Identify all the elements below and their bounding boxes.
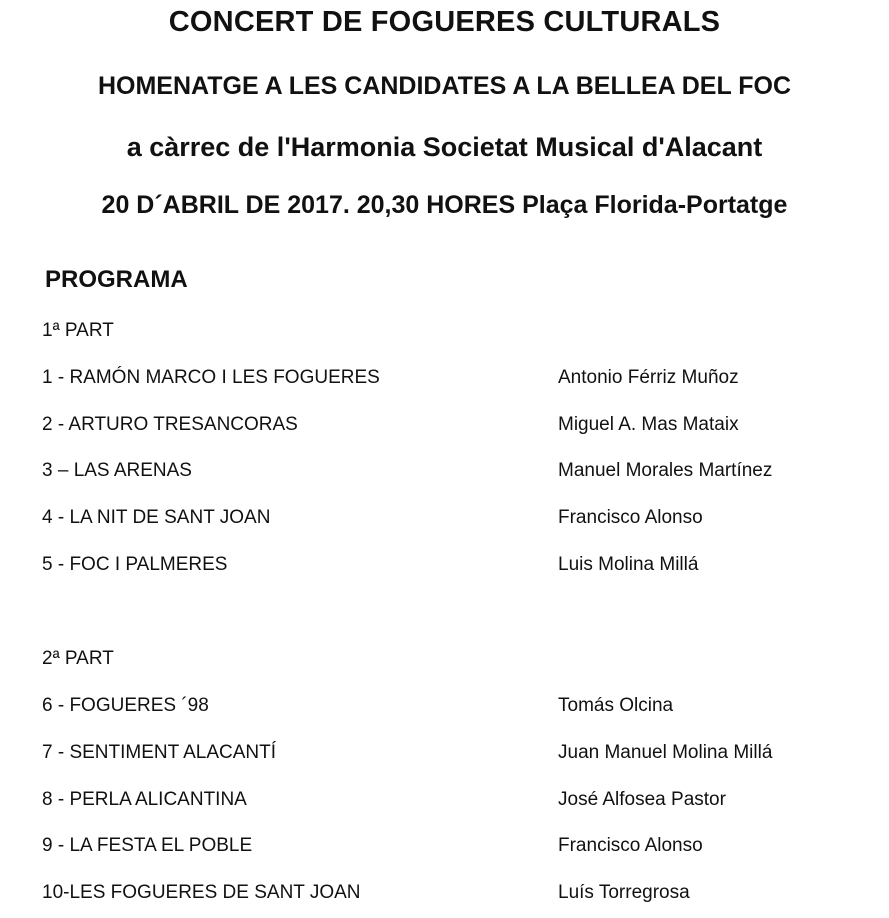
composer-name: Francisco Alonso bbox=[558, 507, 703, 528]
program-row bbox=[0, 882, 889, 908]
piece-title: 6 - FOGUERES ´98 bbox=[42, 695, 209, 716]
composer-name: Francisco Alonso bbox=[558, 835, 703, 856]
composer-name: Antonio Férriz Muñoz bbox=[558, 367, 739, 388]
program-row bbox=[0, 414, 889, 440]
piece-title: 9 - LA FESTA EL POBLE bbox=[42, 835, 253, 856]
piece-title: 8 - PERLA ALICANTINA bbox=[42, 789, 247, 810]
piece-title: 10-LES FOGUERES DE SANT JOAN bbox=[42, 882, 361, 903]
composer-name: Juan Manuel Molina Millá bbox=[558, 742, 773, 763]
program-row bbox=[0, 789, 889, 815]
piece-title: 7 - SENTIMENT ALACANTÍ bbox=[42, 742, 277, 763]
program-row bbox=[0, 835, 889, 861]
composer-name: Luís Torregrosa bbox=[558, 882, 690, 903]
piece-title: 4 - LA NIT DE SANT JOAN bbox=[42, 507, 271, 528]
piece-title: 1 - RAMÓN MARCO I LES FOGUERES bbox=[42, 367, 380, 388]
document-title: CONCERT DE FOGUERES CULTURALS bbox=[168, 6, 721, 38]
program-row bbox=[0, 695, 889, 721]
piece-title: 3 – LAS ARENAS bbox=[42, 460, 192, 481]
composer-name: Luis Molina Millá bbox=[558, 554, 699, 575]
composer-name: Tomás Olcina bbox=[558, 695, 674, 716]
program-row bbox=[0, 460, 889, 486]
program-row bbox=[0, 742, 889, 768]
document-subtitle: HOMENATGE A LES CANDIDATES A LA BELLEA DEL FOC bbox=[97, 72, 792, 100]
performer-line: a càrrec de l'Harmonia Societat Musical d'Alacant bbox=[126, 132, 763, 162]
program-row bbox=[0, 507, 889, 533]
program-heading: PROGRAMA bbox=[45, 266, 188, 293]
program-row bbox=[0, 554, 889, 580]
piece-title: 2 - ARTURO TRESANCORAS bbox=[42, 414, 298, 435]
part-2-label: 2ª PART bbox=[42, 648, 114, 669]
program-row bbox=[0, 367, 889, 393]
composer-name: Miguel A. Mas Mataix bbox=[558, 414, 739, 435]
composer-name: José Alfosea Pastor bbox=[558, 789, 726, 810]
piece-title: 5 - FOC I PALMERES bbox=[42, 554, 228, 575]
part-1-label: 1ª PART bbox=[42, 320, 114, 341]
composer-name: Manuel Morales Martínez bbox=[558, 460, 773, 481]
date-place-line: 20 D´ABRIL DE 2017. 20,30 HORES Plaça Florida-Portatge bbox=[101, 191, 788, 219]
